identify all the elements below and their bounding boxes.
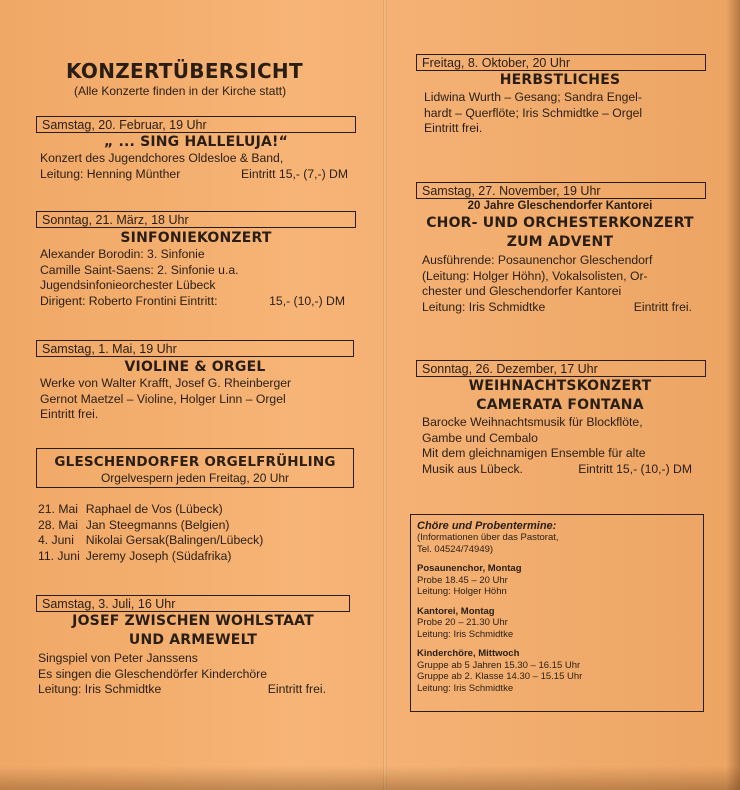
page-title: KONZERTÜBERSICHT bbox=[66, 59, 303, 83]
event-title: JOSEF ZWISCHEN WOHLSTAAT bbox=[72, 613, 314, 629]
schedule-row bbox=[38, 549, 269, 565]
organ-spring-schedule bbox=[38, 502, 269, 564]
rehearsal-group-line: Leitung: Holger Höhn bbox=[417, 586, 507, 597]
event-title: WEIHNACHTSKONZERT bbox=[468, 378, 652, 394]
event-line: (Leitung: Holger Höhn), Vokalsolisten, Or- bbox=[422, 268, 648, 283]
event-description bbox=[38, 651, 326, 698]
event-admission: 15,- (10,-) DM bbox=[269, 293, 345, 308]
event-description bbox=[422, 415, 692, 477]
event-line: Gambe und Cembalo bbox=[422, 430, 538, 445]
organ-spring-box bbox=[36, 448, 354, 488]
event-title: HERBSTLICHES bbox=[499, 72, 621, 88]
event-admission: Eintritt 15,- (7,-) DM bbox=[241, 166, 348, 181]
event-date: Samstag, 27. November, 19 Uhr bbox=[416, 182, 706, 199]
rehearsal-phone: Tel. 04524/74949) bbox=[417, 543, 494, 555]
event-line: Mit dem gleichnamigen Ensemble für alte bbox=[422, 446, 646, 460]
event-line-last bbox=[38, 682, 326, 698]
event-line-last bbox=[40, 167, 348, 183]
rehearsal-group-line: Leitung: Iris Schmidtke bbox=[417, 682, 514, 694]
event-title: SINFONIEKONZERT bbox=[120, 230, 272, 246]
schedule-performer: Nikolai Gersak(Balingen/Lübeck) bbox=[85, 533, 264, 547]
event-date: Sonntag, 21. März, 18 Uhr bbox=[36, 211, 356, 228]
event-description bbox=[422, 253, 692, 315]
event-admission: Eintritt 15,- (10,-) DM bbox=[578, 461, 692, 476]
event-description bbox=[40, 376, 291, 423]
rehearsal-box bbox=[410, 514, 704, 712]
event-line-last bbox=[40, 294, 345, 310]
event-title-line2: CAMERATA FONTANA bbox=[476, 397, 644, 413]
event-line: hardt – Querflöte; Iris Schmidtke – Orgel bbox=[424, 105, 643, 120]
event-line: chester und Gleschendorfer Kantorei bbox=[422, 284, 622, 298]
event-admission: Eintritt frei. bbox=[267, 682, 326, 696]
organ-spring-subtitle: Orgelvespern jeden Freitag, 20 Uhr bbox=[100, 471, 290, 485]
event-date: Samstag, 1. Mai, 19 Uhr bbox=[36, 340, 354, 357]
event-line: Lidwina Wurth – Gesang; Sandra Engel- bbox=[424, 90, 642, 104]
event-credit: Leitung: Iris Schmidtke bbox=[38, 682, 162, 696]
rehearsal-group-line: Gruppe ab 2. Klasse 14.30 – 15.15 Uhr bbox=[417, 671, 583, 682]
event-date: Samstag, 20. Februar, 19 Uhr bbox=[36, 116, 356, 133]
event-credit: Leitung: Iris Schmidtke bbox=[422, 299, 546, 314]
event-line: Ausführende: Posaunenchor Gleschendorf bbox=[422, 253, 653, 267]
event-date: Sonntag, 26. Dezember, 17 Uhr bbox=[416, 360, 706, 377]
event-admission: Eintritt frei. bbox=[633, 299, 692, 314]
event-title: CHOR- UND ORCHESTERKONZERT bbox=[426, 215, 694, 231]
event-description bbox=[40, 151, 348, 182]
page-subtitle: (Alle Konzerte finden in der Kirche statt) bbox=[74, 84, 287, 98]
event-line: Barocke Weihnachtsmusik für Blockflöte, bbox=[422, 415, 643, 429]
event-line: Es singen die Gleschendörfer Kinderchöre bbox=[38, 666, 267, 681]
paper-edge-shadow bbox=[726, 0, 740, 790]
event-pretitle: 20 Jahre Gleschendorfer Kantorei bbox=[467, 200, 653, 212]
schedule-performer: Jan Steegmanns (Belgien) bbox=[85, 517, 230, 532]
page-fold bbox=[383, 0, 387, 790]
event-description bbox=[424, 90, 642, 137]
rehearsal-heading: Chöre und Probentermine: bbox=[417, 520, 557, 532]
paper-bottom-shadow bbox=[0, 766, 740, 790]
schedule-performer: Raphael de Vos (Lübeck) bbox=[85, 502, 223, 516]
organ-spring-title: GLESCHENDORFER ORGELFRÜHLING bbox=[54, 454, 336, 470]
schedule-performer: Jeremy Joseph (Südafrika) bbox=[85, 548, 232, 563]
event-title-line2: UND ARMEWELT bbox=[128, 632, 258, 648]
schedule-date: 21. Mai bbox=[38, 502, 78, 516]
event-line: Eintritt frei. bbox=[40, 407, 99, 421]
event-credit: Musik aus Lübeck. bbox=[422, 461, 523, 476]
event-line-last bbox=[422, 462, 692, 478]
event-line: Werke von Walter Krafft, Josef G. Rheinberger bbox=[40, 376, 292, 390]
event-line: Singspiel von Peter Janssens bbox=[38, 651, 198, 665]
rehearsal-group-name: Posaunenchor, Montag bbox=[417, 563, 522, 574]
rehearsal-group-name: Kantorei, Montag bbox=[417, 605, 495, 617]
rehearsal-group-line: Probe 18.45 – 20 Uhr bbox=[417, 574, 508, 586]
event-line: Gernot Maetzel – Violine, Holger Linn – Orgel bbox=[40, 391, 286, 406]
schedule-row bbox=[38, 533, 269, 549]
event-title: „ ... SING HALLELUJA!“ bbox=[103, 134, 289, 150]
rehearsal-group-line: Gruppe ab 5 Jahren 15.30 – 16.15 Uhr bbox=[417, 659, 581, 671]
event-title-line2: ZUM ADVENT bbox=[506, 234, 614, 250]
event-date: Freitag, 8. Oktober, 20 Uhr bbox=[416, 54, 706, 71]
rehearsal-group-name: Kinderchöre, Mittwoch bbox=[417, 648, 520, 659]
event-credit: Leitung: Henning Münther bbox=[40, 166, 181, 181]
event-line-last bbox=[422, 300, 692, 316]
event-credit: Dirigent: Roberto Frontini Eintritt: bbox=[40, 293, 218, 308]
event-line: Alexander Borodin: 3. Sinfonie bbox=[40, 247, 205, 261]
event-line: Konzert des Jugendchores Oldesloe & Band, bbox=[40, 151, 284, 165]
event-title: VIOLINE & ORGEL bbox=[124, 359, 266, 375]
event-line: Eintritt frei. bbox=[424, 121, 483, 135]
event-line: Camille Saint-Saens: 2. Sinfonie u.a. bbox=[40, 262, 239, 277]
schedule-date: 28. Mai bbox=[38, 517, 78, 532]
schedule-row bbox=[38, 502, 269, 518]
event-date: Samstag, 3. Juli, 16 Uhr bbox=[36, 595, 350, 612]
rehearsal-group-line: Leitung: Iris Schmidtke bbox=[417, 628, 514, 640]
rehearsal-info: (Informationen über das Pastorat, bbox=[417, 532, 559, 543]
schedule-row bbox=[38, 518, 269, 534]
rehearsal-group-line: Probe 20 – 21.30 Uhr bbox=[417, 617, 508, 628]
event-line: Jugendsinfonieorchester Lübeck bbox=[40, 278, 216, 292]
event-description bbox=[40, 247, 345, 309]
schedule-date: 11. Juni bbox=[38, 548, 80, 563]
schedule-date: 4. Juni bbox=[38, 533, 74, 547]
